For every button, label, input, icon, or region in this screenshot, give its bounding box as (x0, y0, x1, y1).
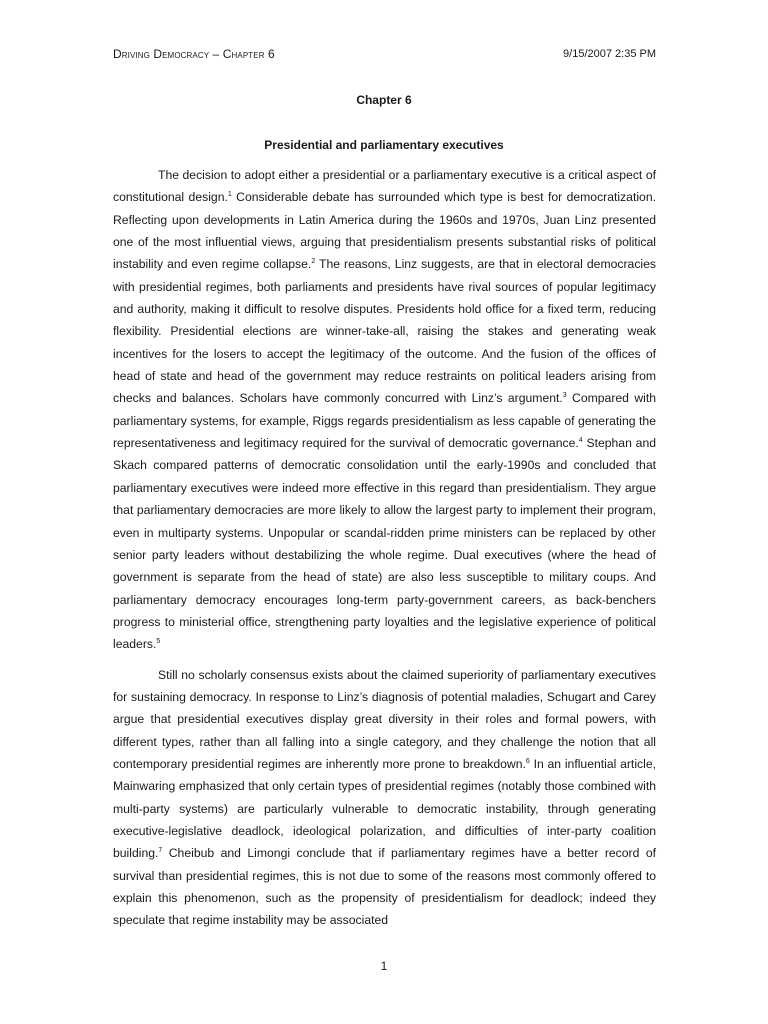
paragraph-text: In an influential article, Mainwaring emphasized that only certain types of presidential regimes (notably those combined with multi-party systems) are particularly vulnerable to democratic instability, through generating executive-legislative deadlock, ideological polarization, and difficulties of inter-party coalition building. (113, 756, 656, 861)
page-number: 1 (380, 959, 388, 973)
header-title: Driving Democracy – Chapter 6 (113, 47, 275, 61)
paragraph-text: Still no scholarly consensus exists about the claimed superiority of parliamentary executives for sustaining democracy. In response to Linz’s diagnosis of potential maladies, Schugart and Carey argue that presidential executives display great diversity in their roles and formal powers, with different types, rather than all falling into a single category, and they challenge the notion that all contemporary presidential regimes are inherently more prone to breakdown. (113, 667, 656, 771)
running-header (113, 46, 656, 62)
paragraph-text: The reasons, Linz suggests, are that in electoral democracies with presidential regimes, both parliaments and presidents have rival sources of popular legitimacy and authority, making it difficult to resolve disputes. Presidents hold office for a fixed term, reducing flexibility. Presidential elections are winner-take-all, raising the stakes and generating weak incentives for the losers to accept the legitimacy of the outcome. And the fusion of the offices of head of state and head of the government may reduce restraints on political leaders arising from checks and balances. Scholars have commonly concurred with Linz’s argument. (113, 257, 656, 406)
footnote-marker[interactable]: 1 (227, 191, 232, 199)
paragraph-text: Cheibub and Limongi conclude that if parliamentary regimes have a better record of survival than presidential regimes, this is not due to some of the reasons most commonly offered to explain this phenomenon, such as the propensity of presidentialism for deadlock; indeed they speculate that regime instability may be associated (113, 846, 656, 928)
header-timestamp: 9/15/2007 2:35 PM (563, 48, 656, 60)
paragraph-text: Stephan and Skach compared patterns of democratic consolidation until the early-1990s and concluded that parliamentary executives were indeed more effective in this regard than presidentialism. They argue that parliamentary democracies are more likely to allow the largest party to implement their program, even in multiparty systems. Unpopular or scandal-ridden prime ministers can be replaced by other senior party leaders without destabilizing the whole regime. Dual executives (where the head of government is separate from the head of state) are also less susceptible to military coups. And parliamentary democracy encourages long-term party-government careers, as back-benchers progress to ministerial office, strengthening party loyalties and the legislative experience of political leaders. (113, 436, 656, 652)
paragraph-text: Considerable debate has surrounded which type is best for democratization. Reflecting upon developments in Latin America during the 1960s and 1970s, Juan Linz presented one of the most influential views, arguing that presidentialism presents substantial risks of political instability and even regime collapse. (113, 190, 656, 272)
body-text (113, 164, 656, 940)
paragraph-text: Compared with parliamentary systems, for example, Riggs regards presidentialism as less capable of generating the representativeness and legitimacy required for the survival of democratic governance. (113, 391, 656, 451)
footnote-marker[interactable]: 4 (578, 437, 583, 445)
footnote-marker[interactable]: 2 (311, 258, 316, 266)
footnote-marker[interactable]: 7 (158, 847, 163, 855)
footnote-marker[interactable]: 5 (156, 638, 161, 646)
body-paragraph (113, 664, 656, 932)
chapter-title: Chapter 6 (356, 93, 412, 107)
section-title: Presidential and parliamentary executives (264, 138, 504, 152)
footnote-marker[interactable]: 6 (525, 757, 530, 765)
paragraph-text: The decision to adopt either a presidential or a parliamentary executive is a critical aspect of constitutional design. (113, 168, 656, 205)
body-paragraph (113, 164, 656, 656)
footnote-marker[interactable]: 3 (562, 392, 567, 400)
